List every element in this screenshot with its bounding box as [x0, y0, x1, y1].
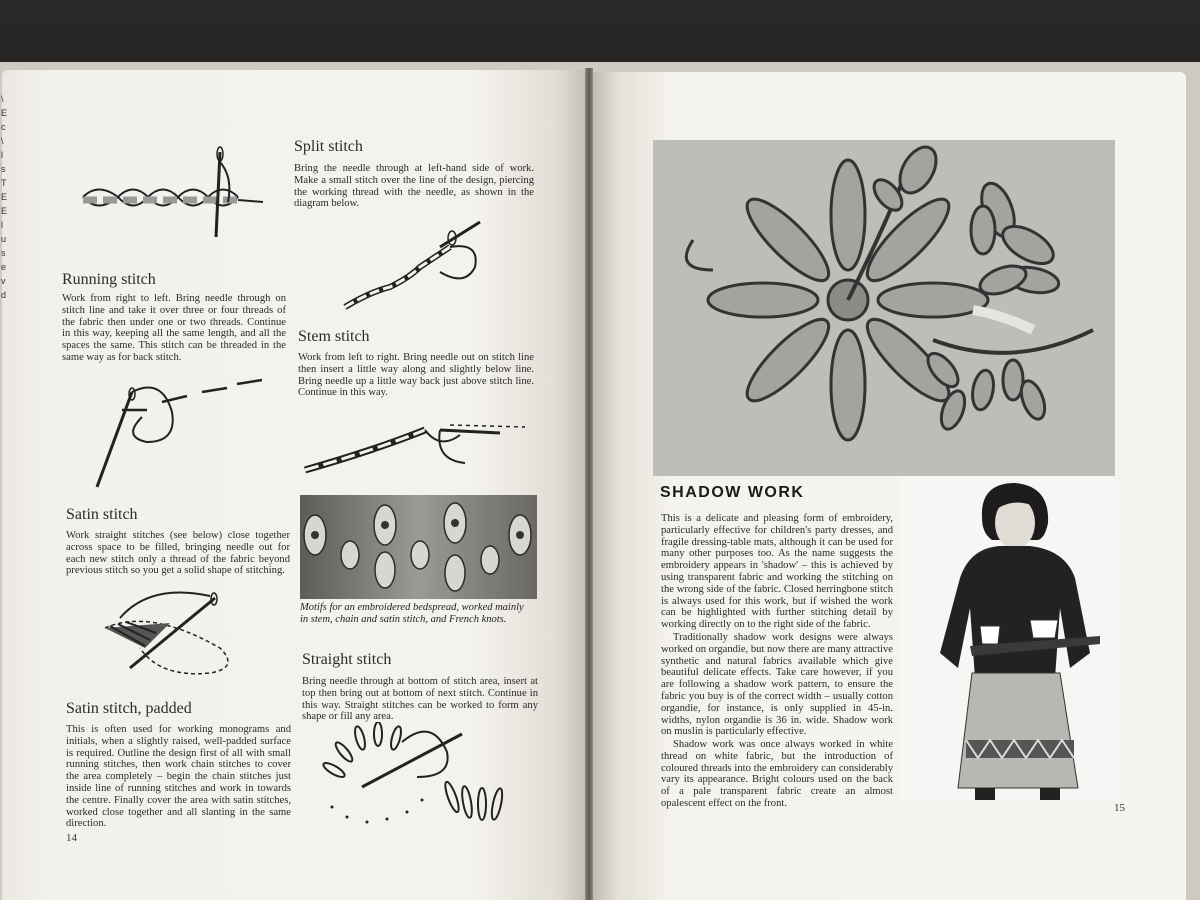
- page-edge-strip: \ E c \ l s T E E l u s e v d: [1, 94, 8, 300]
- running-stitch-needle-diagram: [92, 372, 267, 490]
- page-number-right: 15: [1114, 802, 1125, 814]
- stem-stitch-diagram: [300, 405, 530, 480]
- bedspread-caption: Motifs for an embroidered bedspread, worked mainly in stem, chain and satin stitch, and French knots.: [300, 602, 524, 625]
- shadow-work-paragraph-1: This is a delicate and pleasing form of embroidery, particularly effective for children's party dresses, and fragile dressing-table mats, although it can be used for many other purposes too. As the name suggests the embroidery appears in 'shadow' – this is achieved by using transparent fabric and working the stitching on the wrong side of the fabric. Closed herringbone stitch is always used for this work, but if wished the work can be highlighted with further stitching detail by working directly on to the right side of the fabric.: [661, 513, 893, 631]
- satin-padded-text: This is often used for working monograms and initials, when a slightly raised, well-padded surface is required. Outline the design first of all with small running stitches, then work chain stitches to cover the area completely – begin the chain stitches just inside line of running stitches and work in towards the centre. Finally cover the area with satin stitches, worked close together and all slanting in the same direction.: [66, 724, 291, 830]
- split-stitch-heading: Split stitch: [294, 138, 363, 155]
- split-stitch-text: Bring the needle through at left-hand side of work. Make a small stitch over the line of the design, piercing the working thread with the needle, as shown in the diagram below.: [294, 163, 534, 210]
- running-stitch-text: Work from right to left. Bring needle through on stitch line and take it over three or four threads of the fabric then under one or two threads. Continue in this way, keeping all the same length, and all the spaces the same. This stitch can be threaded in the same way as for back stitch.: [62, 293, 286, 363]
- straight-stitch-diagram: [322, 722, 522, 832]
- satin-stitch-text: Work straight stitches (see below) close together across space to be filled, bringing needle out for each new stitch only a thread of the fabric beyond previous stitch so you get a solid shape of stitching.: [66, 530, 290, 577]
- satin-stitch-diagram: [100, 588, 250, 680]
- stem-stitch-heading: Stem stitch: [298, 328, 370, 345]
- woman-with-tray-photo: [900, 478, 1118, 800]
- satin-padded-heading: Satin stitch, padded: [66, 700, 192, 717]
- straight-stitch-heading: Straight stitch: [302, 651, 392, 668]
- running-stitch-heading: Running stitch: [62, 271, 156, 288]
- shadow-work-flower-photo: [653, 140, 1115, 476]
- bedspread-motifs-photo: [300, 495, 537, 599]
- book-gutter: [585, 68, 593, 900]
- straight-stitch-text: Bring needle through at bottom of stitch area, insert at top then bring out at bottom of next stitch. Continue in this way. Straight stitches can be worked to form any shape or fill any area.: [302, 676, 538, 723]
- shadow-work-paragraph-2: Traditionally shadow work designs were always worked on organdie, but now there are many attractive synthetic and natural fabrics available which give beautiful delicate effects. Take care however, if you are following a shadow work pattern, to ensure the fabric you buy is of the correct width – usually cotton organdie, for instance, is only supplied in 45-in. widths, nylon organdie is 36 in. wide. Shadow work on muslin is particularly effective.: [661, 632, 893, 738]
- stem-stitch-text: Work from left to right. Bring needle out on stitch line then insert a little way along and slightly below line. Bring needle up a little way back just above stitch line. Continue in this way.: [298, 352, 534, 399]
- running-stitch-threaded-diagram: [78, 142, 268, 242]
- split-stitch-diagram: [340, 212, 490, 312]
- shadow-work-heading: SHADOW WORK: [660, 484, 805, 501]
- shadow-work-paragraph-3: Shadow work was once always worked in white thread on white fabric, but the introduction of coloured threads into the embroidery can considerably vary its appearance. Bright colours used on the back of a pale transparent fabric create an almost opalescent effect on the front.: [661, 739, 893, 809]
- satin-stitch-heading: Satin stitch: [66, 506, 138, 523]
- page-number-left: 14: [66, 832, 77, 844]
